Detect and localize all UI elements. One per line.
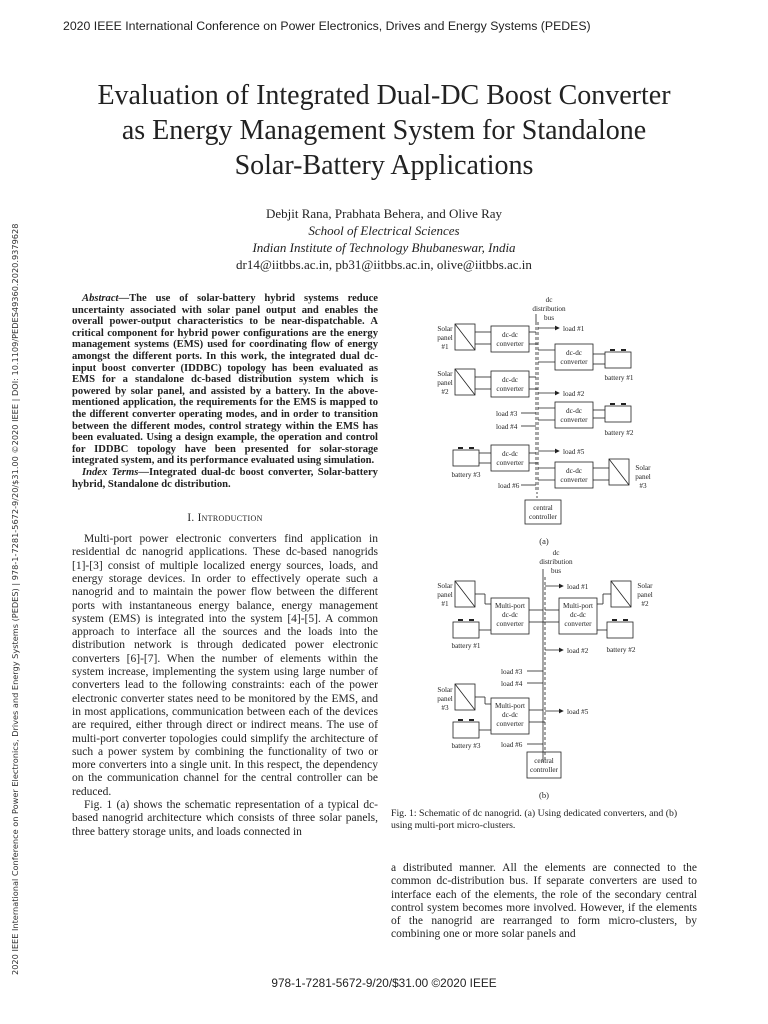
svg-text:load #5: load #5 xyxy=(567,708,589,716)
svg-text:dc: dc xyxy=(552,549,560,557)
figure-1-schematic xyxy=(391,292,697,812)
svg-text:load #2: load #2 xyxy=(567,647,589,655)
svg-text:battery #1: battery #1 xyxy=(451,642,481,650)
intro-paragraph-2: Fig. 1 (a) shows the schematic representation of a typical dc-based nanogrid architecture which consists of three solar panels, three battery storage units, and loads connected in xyxy=(72,799,378,838)
right-column-text: a distributed manner. All the elements are connected to the common dc-distribution bus. If separate converters are used to interface each of the elements, the role of the secondary central control system becomes more involved. However, if the elements of the nanogrid are rearranged to form micro-clusters, by combining one or more solar panels and xyxy=(391,862,697,941)
svg-text:converter: converter xyxy=(496,720,524,728)
svg-text:#2: #2 xyxy=(441,388,449,396)
abstract-text: —The use of solar-battery hybrid systems reduce uncertainty associated with solar panel output and enables the overall power-output characteristics to be near-dispatchable. A critical component for hybrid power configurations are the energy management systems (EMS) used for coordinating flow of energy amongst the different ports. In this work, the integrated dual dc-input boost converter (IDDBC) topology has been evaluated as EMS for a standalone dc-based distribution system which is powered by solar panel, and assisted by a battery. In the above-mentioned application, the requirements for the EMS is mapped to the different converter operating modes, and in order to transition between the different modes, control strategy within the EMS has been evaluated. Using a design example, the operation and control for IDDBC topology have been presented for solar-storage integrated system, and its performance evaluated using simulation. xyxy=(72,293,378,467)
svg-text:converter: converter xyxy=(560,476,588,484)
svg-text:dc-dc: dc-dc xyxy=(502,376,518,384)
battery-icon xyxy=(453,450,479,466)
svg-text:panel: panel xyxy=(637,591,653,599)
svg-text:distribution: distribution xyxy=(539,558,573,566)
figure-caption: Fig. 1: Schematic of dc nanogrid. (a) Using dedicated converters, and (b) using multi-port micro-clusters. xyxy=(391,808,678,831)
svg-text:controller: controller xyxy=(530,766,558,774)
svg-text:dc-dc: dc-dc xyxy=(570,611,586,619)
svg-text:converter: converter xyxy=(560,416,588,424)
conference-header: 2020 IEEE International Conference on Power Electronics, Drives and Energy Systems (PEDES) xyxy=(63,19,591,33)
svg-text:load #3: load #3 xyxy=(501,668,523,676)
svg-text:controller: controller xyxy=(529,513,557,521)
section-number: I. xyxy=(187,512,195,525)
paper-title xyxy=(20,78,748,183)
svg-text:panel: panel xyxy=(437,695,453,703)
svg-text:converter: converter xyxy=(564,620,592,628)
converter-box xyxy=(491,326,529,352)
svg-text:load #5: load #5 xyxy=(563,448,585,456)
title-line: Solar-Battery Applications xyxy=(234,150,534,181)
svg-text:converter: converter xyxy=(496,459,524,467)
index-terms-lead: Index Terms xyxy=(82,466,139,478)
converter-box xyxy=(555,402,593,428)
subfig-label-b: (b) xyxy=(539,790,549,800)
svg-text:battery #2: battery #2 xyxy=(606,646,636,654)
svg-text:bus: bus xyxy=(551,567,561,575)
svg-text:#3: #3 xyxy=(441,704,449,712)
battery-icon xyxy=(605,406,631,422)
svg-text:converter: converter xyxy=(496,620,524,628)
index-terms xyxy=(72,467,378,490)
svg-text:load #6: load #6 xyxy=(498,482,520,490)
central-controller-box xyxy=(527,752,561,778)
svg-text:panel: panel xyxy=(437,591,453,599)
svg-text:#3: #3 xyxy=(639,482,647,490)
svg-text:Multi-port: Multi-port xyxy=(495,702,525,710)
intro-paragraph-1: Multi-port power electronic converters find application in residential dc nanogrid applications. These dc-based nanogrids [1]-[3] consist of multiple localized energy sources, loads, and energy storage devices. In order to effectively operate such a nanogrid and to maintain the power flow between the different ports with instantaneous energy balance, energy management system (EMS) is integrated into the system [4]-[5]. A common approach to interface all the sources and the loads into the distribution network is through dedicated power electronic converters [6]-[7]. When the number of elements within the system increase, implementing the system using large number of converters lead to the following constraints: each of the power electronic converter states need to be monitored by the EMS, and in most applications, communication between each of the devices are required, either through direct or indirect means. The use of multi-port converter topologies could simplify the architecture of such a power system by combining the functionality of two or more converters into a single unit. In this respect, the dependency on the communication channel for the central controller can be reduced. xyxy=(72,533,378,798)
converter-box xyxy=(491,371,529,397)
svg-text:load #1: load #1 xyxy=(563,325,585,333)
svg-text:central: central xyxy=(533,504,553,512)
svg-text:panel: panel xyxy=(635,473,651,481)
svg-text:dc-dc: dc-dc xyxy=(502,331,518,339)
svg-text:dc-dc: dc-dc xyxy=(566,407,582,415)
svg-text:dc-dc: dc-dc xyxy=(502,711,518,719)
svg-text:load #4: load #4 xyxy=(501,680,523,688)
intro-body xyxy=(72,533,378,839)
svg-text:Solar: Solar xyxy=(437,686,453,694)
converter-box xyxy=(491,445,529,471)
abstract-lead: Abstract xyxy=(82,293,119,304)
author-institute: Indian Institute of Technology Bhubaneswar, India xyxy=(252,240,516,255)
battery-icon xyxy=(607,622,633,638)
svg-text:panel: panel xyxy=(437,334,453,342)
section-heading xyxy=(72,512,378,524)
abstract xyxy=(72,293,378,467)
converter-box xyxy=(555,462,593,488)
svg-text:dc-dc: dc-dc xyxy=(566,467,582,475)
section-title: Introduction xyxy=(197,512,263,525)
svg-text:Solar: Solar xyxy=(437,370,453,378)
svg-text:load #2: load #2 xyxy=(563,390,585,398)
bus-label: distribution xyxy=(532,305,566,313)
bus-label: dc xyxy=(545,296,553,304)
svg-text:load #4: load #4 xyxy=(496,423,518,431)
svg-text:load #3: load #3 xyxy=(496,410,518,418)
svg-text:dc-dc: dc-dc xyxy=(502,611,518,619)
page-footer: 978-1-7281-5672-9/20/$31.00 ©2020 IEEE xyxy=(271,976,497,990)
index-terms-text: —Integrated dual-dc boost converter, Solar-battery hybrid, Standalone dc distribution. xyxy=(72,466,378,490)
svg-text:#1: #1 xyxy=(441,343,449,351)
svg-text:Solar: Solar xyxy=(637,582,653,590)
battery-icon xyxy=(605,352,631,368)
battery-icon xyxy=(453,722,479,738)
subfig-label-a: (a) xyxy=(539,536,549,546)
svg-text:dc-dc: dc-dc xyxy=(502,450,518,458)
svg-text:battery #2: battery #2 xyxy=(604,429,634,437)
left-column xyxy=(72,293,378,839)
bus-label: bus xyxy=(544,314,554,322)
svg-text:battery #3: battery #3 xyxy=(451,471,481,479)
converter-box xyxy=(555,344,593,370)
svg-text:battery #3: battery #3 xyxy=(451,742,481,750)
title-line: as Energy Management System for Standalone xyxy=(121,115,647,146)
author-block xyxy=(0,205,768,273)
svg-text:#2: #2 xyxy=(641,600,649,608)
author-school: School of Electrical Sciences xyxy=(308,223,460,238)
svg-text:Multi-port: Multi-port xyxy=(495,602,525,610)
svg-text:Solar: Solar xyxy=(635,464,651,472)
svg-text:dc-dc: dc-dc xyxy=(566,349,582,357)
svg-text:battery #1: battery #1 xyxy=(604,374,634,382)
svg-text:#1: #1 xyxy=(441,600,449,608)
title-line: Evaluation of Integrated Dual-DC Boost Converter xyxy=(97,80,671,111)
author-emails: dr14@iitbbs.ac.in, pb31@iitbbs.ac.in, olive@iitbbs.ac.in xyxy=(236,257,532,272)
svg-text:load #1: load #1 xyxy=(567,583,589,591)
svg-text:converter: converter xyxy=(496,385,524,393)
author-names: Debjit Rana, Prabhata Behera, and Olive Ray xyxy=(265,206,503,221)
svg-text:Solar: Solar xyxy=(437,325,453,333)
svg-text:Solar: Solar xyxy=(437,582,453,590)
doi-sidebar: 2020 IEEE International Conference on Power Electronics, Drives and Energy Systems (PEDES) | 978-1-7281-5672-9/20/$31.00 ©2020 IEEE | DOI: 10.1109/PEDES49360.2020.9379628 xyxy=(10,223,20,975)
svg-text:central: central xyxy=(534,757,554,765)
svg-text:converter: converter xyxy=(560,358,588,366)
svg-text:load #6: load #6 xyxy=(501,741,523,749)
svg-text:converter: converter xyxy=(496,340,524,348)
battery-icon xyxy=(453,622,479,638)
svg-text:Multi-port: Multi-port xyxy=(563,602,593,610)
svg-text:panel: panel xyxy=(437,379,453,387)
